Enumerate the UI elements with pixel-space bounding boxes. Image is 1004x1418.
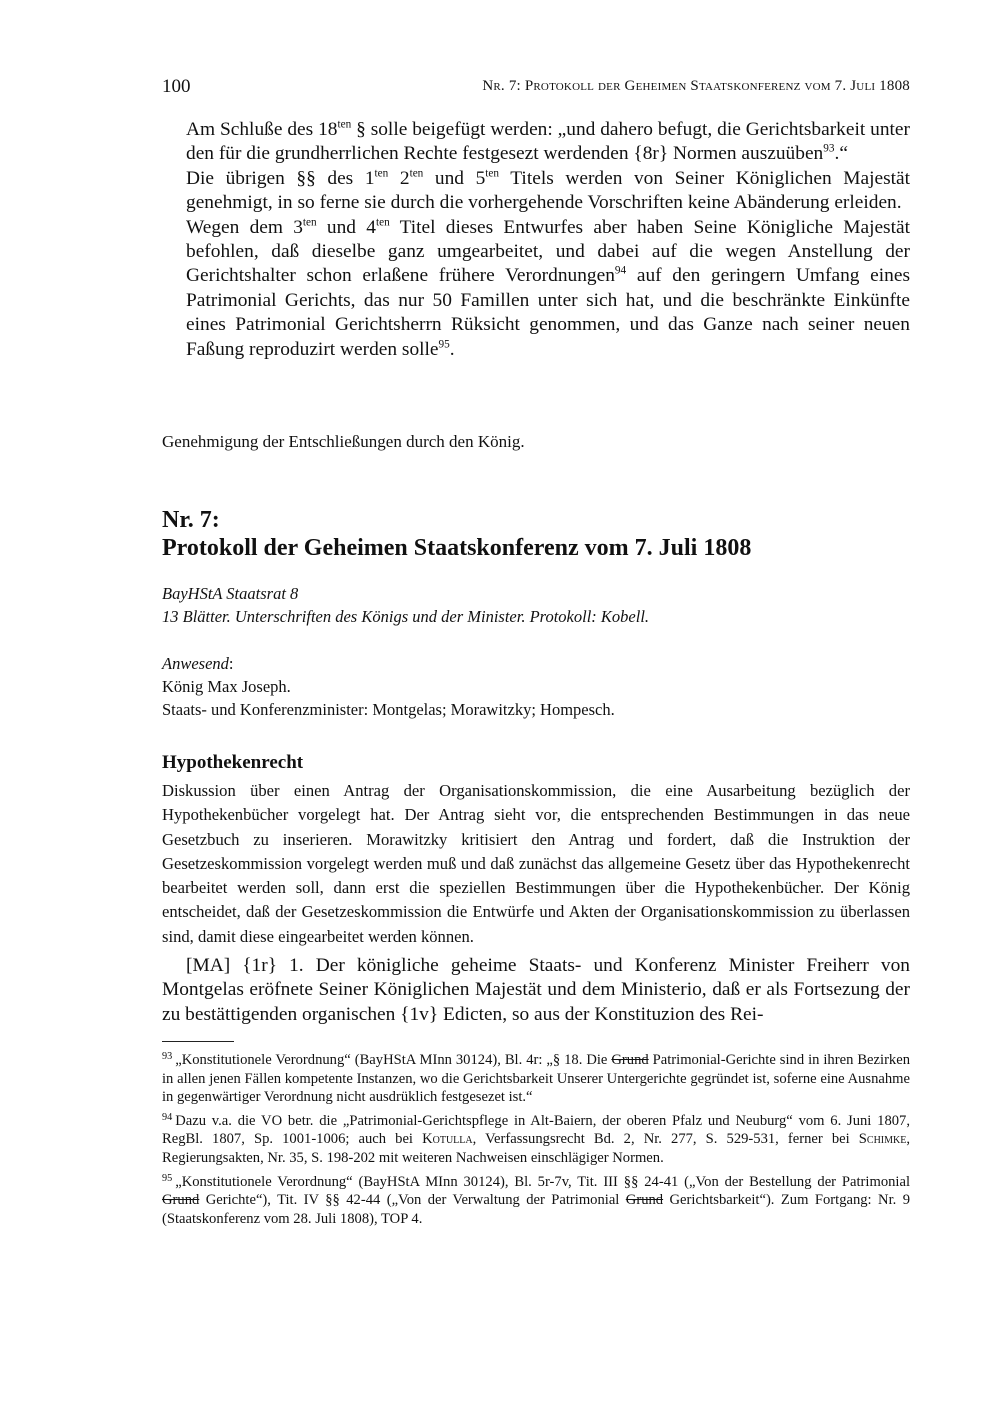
text-run: , Verfassungsrecht Bd. 2, Nr. 277, S. 529-531, ferner bei bbox=[472, 1131, 859, 1148]
section-title: Hypothekenrecht bbox=[162, 752, 304, 773]
text-run: . bbox=[449, 338, 455, 360]
page-number: 100 bbox=[162, 76, 191, 97]
carryover-paragraph-1 bbox=[186, 118, 910, 167]
footnote-mark: 95 bbox=[162, 1172, 173, 1184]
attendance-ministers: Staats- und Konferenzminister: Montgelas; Morawitzky; Hompesch. bbox=[162, 700, 615, 719]
attendance-colon: : bbox=[228, 654, 234, 673]
superscript: ten bbox=[409, 167, 424, 180]
text-run: „Konstitutionele Verordnung“ (BayHStA MInn 30124), Bl. 4r: „§ 18. Die bbox=[175, 1052, 612, 1068]
carryover-paragraph-3 bbox=[186, 216, 910, 362]
carryover-text bbox=[186, 118, 910, 362]
text-run: Gerichtsbarkeit“). Zum Fortgang: Nr. 9 (Staatskonferenz vom 28. Juli 1808), TOP 4. bbox=[162, 1192, 910, 1227]
footnote-ref-93[interactable]: 93 bbox=[823, 143, 835, 156]
source-description: 13 Blätter. Unterschriften des Königs und der Minister. Protokoll: Kobell. bbox=[162, 607, 650, 626]
text-run: und 5 bbox=[423, 167, 486, 189]
text-run: § solle beigefügt werden: „und dahero befugt, die Gerichtsbarkeit unter den für die grundherrlichen Rechte festgesezt werdenden {8r} Normen auszuüben bbox=[186, 119, 910, 165]
running-title: Nr. 7: Protokoll der Geheimen Staatskonferenz vom 7. Juli 1808 bbox=[482, 78, 910, 94]
text-run: 2 bbox=[388, 167, 410, 189]
text-run: Gerichte“), Tit. IV §§ 42-44 („Von der Verwaltung der Patrimonial bbox=[199, 1192, 626, 1209]
text-run: Dazu v.a. die VO betr. die „Patrimonial-Gerichtspflege in Alt-Baiern, der oberen Pfalz und Neuburg“ vom 6. Juni 1807, RegBl. 1807, Sp. 1001-1006; auch bei bbox=[162, 1112, 910, 1148]
footnote-95 bbox=[162, 1173, 910, 1229]
footnotes bbox=[162, 1051, 910, 1233]
carryover-paragraph-2 bbox=[186, 167, 910, 216]
attendance-heading bbox=[162, 652, 615, 675]
text-run: und 4 bbox=[316, 216, 376, 238]
source-info bbox=[162, 582, 649, 628]
text-run: Titel dieses Entwurfes aber haben Seine Königliche Majestät befohlen, daß dieselbe ganz umgearbeitet, und dabei auf die wegen Anstellung der Gerichtshalter schon erlaßene frühere Verordnungen bbox=[186, 216, 910, 287]
footnote-ref-94[interactable]: 94 bbox=[614, 265, 627, 278]
superscript: ten bbox=[375, 216, 390, 229]
approval-note: Genehmigung der Entschließungen durch den König. bbox=[162, 432, 525, 451]
footnote-94 bbox=[162, 1112, 910, 1168]
struck-text: Grund bbox=[625, 1192, 664, 1209]
struck-text: Grund bbox=[162, 1192, 200, 1209]
footnote-mark: 94 bbox=[162, 1112, 173, 1124]
superscript: ten bbox=[337, 118, 352, 131]
text-run: Am Schluße des 18 bbox=[186, 119, 338, 140]
section-summary: Diskussion über einen Antrag der Organisationskommission, die eine Ausarbeitung bezüglich der Hypothekenbücher vorgelegt hat. Der Antrag sieht vor, die entsprechenden Bestimmungen in das neue Gesetzbuch zu inserieren. Morawitzky kritisiert den Antrag und fordert, daß die Instruktion der Gesetzeskommission vorgelegt werden muß und daß zunächst das allgemeine Gesetz über das Hypothekenrecht bearbeitet werden soll, dann erst die speziellen Bestimmungen über die Hypothekenbücher. Der König entscheidet, daß der Gesetzeskommission die Entwürfe und Akten der Organisationskommission zu überlassen sind, damit diese eingearbeitet werden können. bbox=[162, 781, 910, 946]
document-heading bbox=[162, 506, 751, 562]
author-name: Schimke bbox=[858, 1131, 907, 1148]
text-run: Wegen dem 3 bbox=[186, 216, 303, 238]
text-run: Die übrigen §§ des 1 bbox=[186, 167, 375, 189]
document-title: Protokoll der Geheimen Staatskonferenz vom 7. Juli 1808 bbox=[162, 535, 752, 561]
attendance bbox=[162, 652, 615, 721]
text-run: Patrimonial-Gerichte sind in ihren Bezirken in allen jenen Fällen kompetente Instanzen, wo die Gerichtsbarkeit Unserer Untergerichte gegründet ist, soferne eine Ausnahme in gegenwärtiger Verordnung nicht ausdrüklich festgesezet ist.“ bbox=[162, 1052, 911, 1106]
source-archive: BayHStA Staatsrat 8 bbox=[162, 584, 299, 603]
text-run: , Regierungsakten, Nr. 35, S. 198-202 mit weiteren Nachweisen einschlägiger Normen. bbox=[162, 1131, 910, 1166]
superscript: ten bbox=[302, 216, 317, 229]
superscript: ten bbox=[374, 167, 389, 180]
text-run: .“ bbox=[834, 143, 848, 165]
superscript: ten bbox=[485, 167, 500, 180]
footnote-separator bbox=[162, 1041, 234, 1042]
document-number: Nr. 7: bbox=[162, 507, 220, 533]
attendance-label: Anwesend bbox=[162, 654, 229, 673]
author-name: Kotulla bbox=[422, 1131, 473, 1148]
protocol-text: [MA] {1r} 1. Der königliche geheime Staats- und Konferenz Minister Freiherr von Montgelas eröfnete Seiner Königlichen Majestät und dem Ministerio, daß er als Fortsezung der zu bestättigenden organischen {1v} Edicten, so aus der Konstituzion des Rei- bbox=[162, 955, 910, 1025]
footnote-ref-95[interactable]: 95 bbox=[438, 338, 450, 351]
attendance-king: König Max Joseph. bbox=[162, 677, 291, 696]
text-run: Titels werden von Seiner Königlichen Majestät genehmigt, in so ferne sie durch die vorhergehende Vorschriften keine Abänderung erleiden. bbox=[186, 167, 910, 214]
running-header bbox=[162, 76, 910, 98]
struck-text: Grund bbox=[611, 1052, 649, 1068]
text-run: auf den geringern Umfang eines Patrimonial Gerichts, das nur 50 Famillen unter sich hat, und die beschränkte Einkünfte eines Patrimonial Gerichtsherrn Rüksicht genommen, und das Ganze nach seiner neuen Faßung reproduzirt werden solle bbox=[186, 265, 910, 360]
footnote-mark: 93 bbox=[162, 1051, 173, 1063]
footnote-93 bbox=[162, 1051, 910, 1107]
text-run: „Konstitutionele Verordnung“ (BayHStA MInn 30124), Bl. 5r-7v, Tit. III §§ 24-41 („Von der Bestellung der Patrimonial bbox=[175, 1173, 910, 1190]
